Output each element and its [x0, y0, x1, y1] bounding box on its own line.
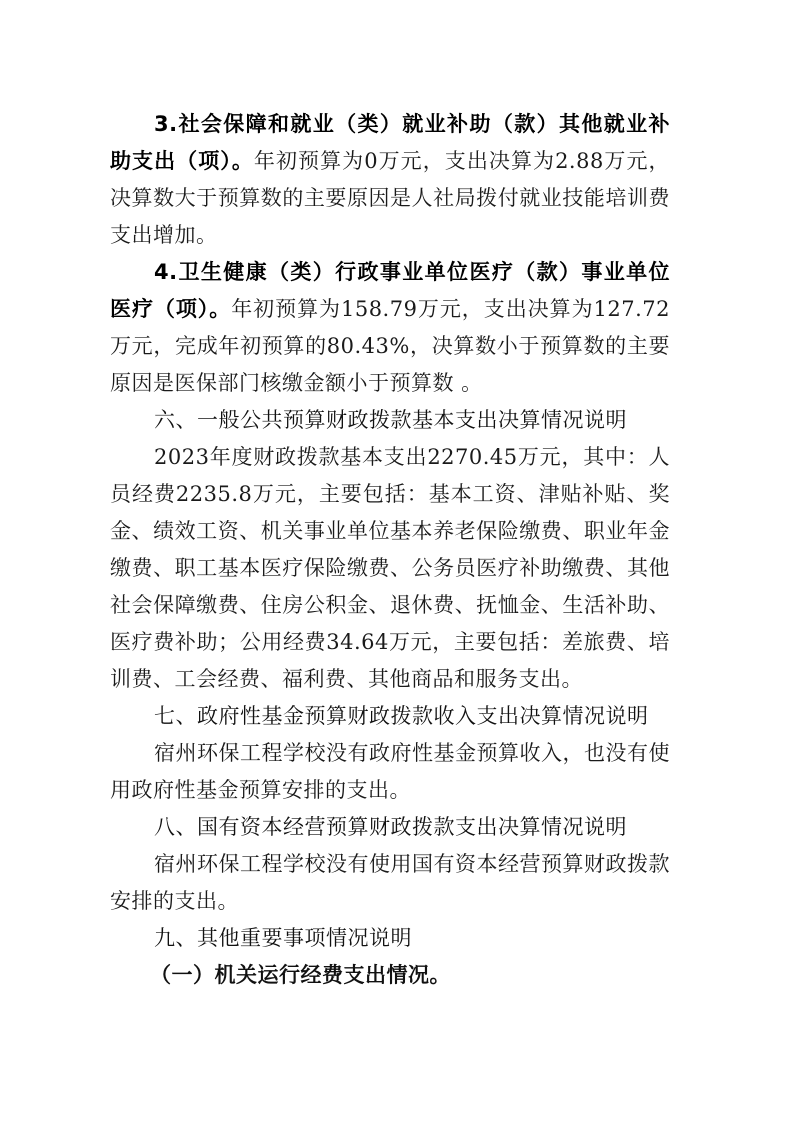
item-4-title: 4.卫生健康（类）行政事业单位医疗（款）事业单位医疗（项）。 — [110, 260, 670, 321]
section-9-subheading-1: （一）机关运行经费支出情况。 — [150, 963, 451, 987]
section-6-heading: 六、一般公共预算财政拨款基本支出决算情况说明 — [154, 408, 627, 432]
section-7-body: 宿州环保工程学校没有政府性基金预算收入，也没有使用政府性基金预算安排的支出。 — [110, 741, 670, 802]
section-8-body: 宿州环保工程学校没有使用国有资本经营预算财政拨款安排的支出。 — [110, 852, 670, 913]
section-6-body: 2023年度财政拨款基本支出2270.45万元，其中：人员经费2235.8万元，主要包括：基本工资、津贴补贴、奖金、绩效工资、机关事业单位基本养老保险缴费、职业年金缴费、职工基本医疗保险缴费、公务员医疗补助缴费、其他社会保障缴费、住房公积金、退休费、抚恤金、生活补助、医疗费补助；公用经费34.64万元，主要包括：差旅费、培训费、工会经费、福利费、其他商品和服务支出。 — [110, 445, 670, 691]
item-3-title: 3.社会保障和就业（类）就业补助（款）其他就业补助支出（项）。 — [110, 112, 670, 173]
item-3-body: 年初预算为0万元，支出决算为2.88万元，决算数大于预算数的主要原因是人社局拨付就业技能培训费支出增加。 — [110, 149, 670, 247]
section-7-heading: 七、政府性基金预算财政拨款收入支出决算情况说明 — [154, 704, 649, 728]
item-3-paragraph — [110, 106, 670, 254]
section-9-heading: 九、其他重要事项情况说明 — [154, 926, 412, 950]
section-8-heading: 八、国有资本经营预算财政拨款支出决算情况说明 — [154, 815, 627, 839]
item-4-paragraph — [110, 254, 670, 402]
item-4-body: 年初预算为158.79万元，支出决算为127.72万元，完成年初预算的80.43%，决算数小于预算数的主要原因是医保部门核缴金额小于预算数 。 — [110, 297, 670, 395]
